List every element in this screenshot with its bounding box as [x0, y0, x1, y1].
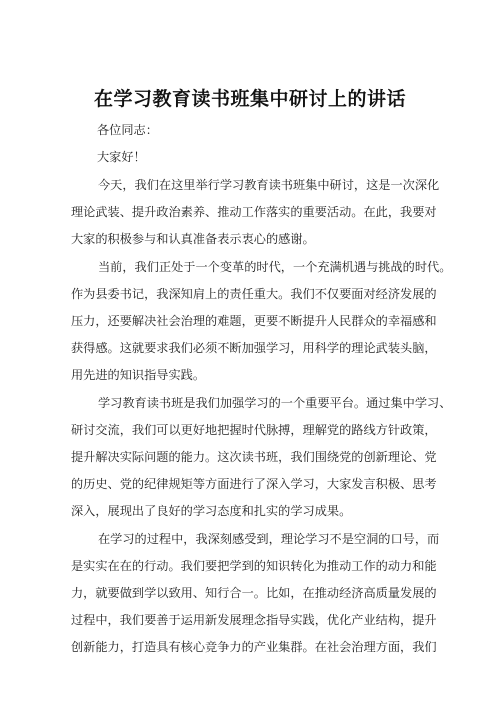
paragraph-4-line-2: 是实实在在的行动。我们要把学到的知识转化为推动工作的动力和能 — [71, 559, 437, 573]
paragraph-4-line-3: 力，就要做到学以致用、知行合一。比如，在推动经济高质量发展的 — [71, 586, 437, 600]
paragraph-3-line-2: 研讨交流，我们可以更好地把握时代脉搏，理解党的路线方针政策， — [71, 423, 437, 437]
salutation-line: 大家好！ — [97, 150, 146, 164]
paragraph-3-line-4: 的历史、党的纪律规矩等方面进行了深入学习，大家发言积极、思考 — [71, 477, 437, 491]
paragraph-3-line-5: 深入，展现出了良好的学习态度和扎实的学习成果。 — [71, 504, 352, 518]
paragraph-2-line-1: 当前，我们正处于一个变革的时代，一个充满机遇与挑战的时代。 — [98, 260, 452, 274]
paragraph-3-line-1: 学习教育读书班是我们加强学习的一个重要平台。通过集中学习、 — [98, 396, 452, 410]
paragraph-4-line-5: 创新能力，打造具有核心竞争力的产业集群。在社会治理方面，我们 — [71, 640, 437, 654]
greeting-line: 各位同志： — [97, 123, 158, 137]
paragraph-1-line-3: 大家的积极参与和认真准备表示衷心的感谢。 — [71, 232, 315, 246]
paragraph-1-line-2: 理论武装、提升政治素养、推动工作落实的重要活动。在此，我要对 — [71, 205, 437, 219]
paragraph-4-line-4: 过程中，我们要善于运用新发展理念指导实践，优化产业结构，提升 — [71, 613, 437, 627]
paragraph-1-line-1: 今天，我们在这里举行学习教育读书班集中研讨，这是一次深化 — [98, 178, 440, 192]
paragraph-2-line-3: 压力，还要解决社会治理的难题，更要不断提升人民群众的幸福感和 — [71, 314, 437, 328]
paragraph-3-line-3: 提升解决实际问题的能力。这次读书班，我们围绕党的创新理论、党 — [71, 450, 437, 464]
paragraph-2-line-2: 作为县委书记，我深知肩上的责任重大。我们不仅要面对经济发展的 — [71, 287, 437, 301]
document-title: 在学习教育读书班集中研讨上的讲话 — [93, 88, 406, 110]
paragraph-2-line-5: 用先进的知识指导实践。 — [71, 368, 206, 382]
paragraph-2-line-4: 获得感。这就要求我们必须不断加强学习，用科学的理论武装头脑， — [71, 341, 437, 355]
paragraph-4-line-1: 在学习的过程中，我深刻感受到，理论学习不是空洞的口号，而 — [98, 532, 440, 546]
